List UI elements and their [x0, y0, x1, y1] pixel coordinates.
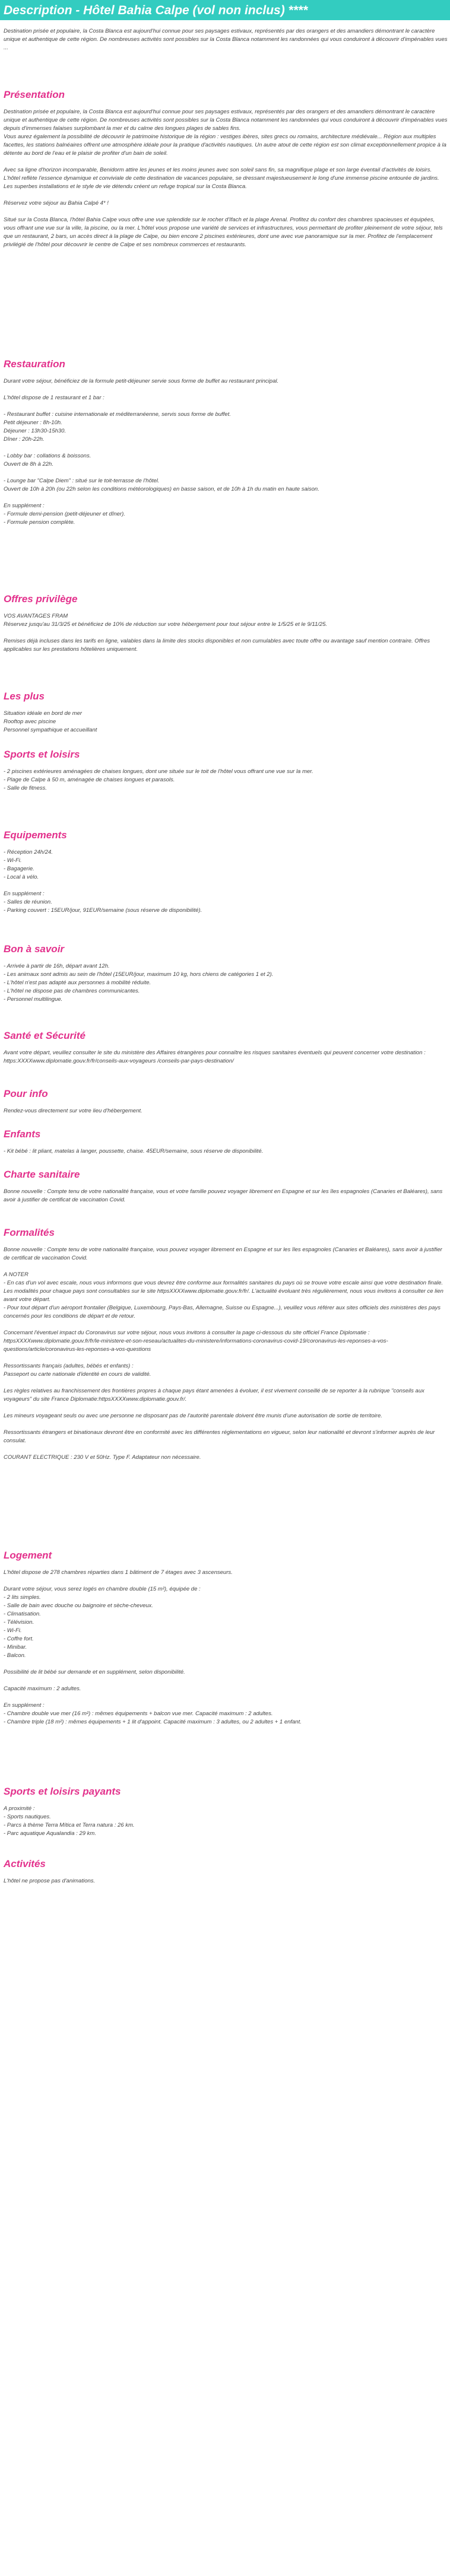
section-title-sports: Sports et loisirs [4, 749, 80, 760]
section-title-equipements: Equipements [4, 829, 67, 841]
section-title-plus: Les plus [4, 691, 45, 702]
section-text-plus: Situation idéale en bord de mer Rooftop avec piscine Personnel sympathique et accueillant [4, 710, 97, 733]
section-title-enfants: Enfants [4, 1128, 41, 1140]
section-text-restauration: Durant votre séjour, bénéficiez de la formule petit-déjeuner servie sous forme de buffet au restaurant principal. L'hôtel dispose de 1 restaurant et 1 bar : - Restaurant buffet : cuisine internationale et méditerranéenne, servis sous forme de buffet. Petit déjeuner : 8h-10h. Déjeuner : 13h30-15h30. Dîner : 20h-22h. - Lobby bar : collations & boissons. Ouvert de 8h à 22h. - Lounge bar "Calpe Diem" : situé sur le toit-terrasse de l'hôtel. Ouvert de 10h à 20h (ou 22h selon les conditions météorologiques) en basse saison, et de 10h à 1h du matin en haute saison. En supplément : - Formule demi-pension (petit-déjeuner et dîner). - Formule pension complète. [4, 378, 319, 526]
section-title-offres: Offres privilège [4, 593, 78, 605]
section-text-payants: A proximité : - Sports nautiques. - Parcs à thème Terra Mítica et Terra natura : 26 km. - Parc aquatique Aqualandia : 29 km. [4, 1805, 135, 1837]
section-title-presentation: Présentation [4, 89, 65, 100]
section-title-restauration: Restauration [4, 358, 65, 370]
section-text-logement: L'hôtel dispose de 278 chambres réparties dans 1 bâtiment de 7 étages avec 3 ascenseurs. Durant votre séjour, vous serez logés en chambre double (15 m²), équipée de : - 2 lits simples. - Salle de bain avec douche ou baignoire et sèche-cheveux. - Climatisation. - Télévision. - Wi-Fi. - Coffre fort. - Minibar. - Balcon. Possibilité de lit bébé sur demande et en supplément, selon disponibilité. Capacité maximum : 2 adultes. En supplément : - Chambre double vue mer (16 m²) : mêmes équipements + balcon vue mer. Capacité maximum : 2 adultes. - Chambre triple (18 m²) : mêmes équipements + 1 lit d'appoint. Capacité maximum : 3 adultes, ou 2 adultes + 1 enfant. [4, 1569, 302, 1725]
section-text-formalites: Bonne nouvelle : Compte tenu de votre nationalité française, vous pouvez voyager librement en Espagne et sur les îles espagnoles (Canaries et Baléares), sans avoir à justifier de certificat de vaccination Covid. A NOTER - En cas d'un vol avec escale, nous vous informons que vous devrez être conforme aux formalités sanitaires du pays où se trouve votre escale ainsi que votre destination finale. Les modalités pour chaque pays sont consultables sur le site httpsXXXXwww.diplomatie.gouv.fr/fr/. L'actualité évoluant très régulièrement, nous vous invitons à consulter ce lien avant votre départ. - Pour tout départ d'un aéroport frontalier (Belgique, Luxembourg, Pays-Bas, Allemagne, Suisse ou Espagne...), veuillez vous référer aux sites officiels des ministères des pays concernés pour les conditions de départ et de retour. Concernant l'éventuel impact du Coronavirus sur votre séjour, nous vous invitons à consulter la page ci-dessous du site officiel France Diplomatie : httpsXXXXwww.diplomatie.gouv.fr/fr/le-ministere-et-son-reseau/actualites-du-ministere/informations-coronavirus-covid-19/coronavirus-les-reponses-a-vos-questions/article/coronavirus-les-reponses-a-vos-questions Ressortissants français (adultes, bébés et enfants) : Passeport ou carte nationale d'identité en cours de validité. Les règles relatives au franchissement des frontières propres à chaque pays étant amenées à évoluer, il est vivement conseillé de se reporter à la rubrique "conseils aux voyageurs" du site France Diplomatie:httpsXXXXwww.diplomatie.gouv.fr/. Les mineurs voyageant seuls ou avec une personne ne disposant pas de l'autorité parentale doivent être munis d'une autorisation de sortie de territoire. Ressortissants étrangers et binationaux devront être en conformité avec les différentes réglementations en vigueur, selon leur nationalité et devront s'informer auprès de leur consulat. COURANT ELECTRIQUE : 230 V et 50Hz. Type F. Adaptateur non nécessaire. [4, 1246, 443, 1461]
section-text-sports: - 2 piscines extérieures aménagées de chaises longues, dont une située sur le toit de l'hôtel vous offrant une vue sur la mer. - Plage de Calpe à 50 m, aménagée de chaises longues et parasols. - Salle de fitness. [4, 768, 313, 791]
section-title-activites: Activités [4, 1858, 46, 1869]
section-text-enfants: - Kit bébé : lit pliant, matelas à langer, poussette, chaise. 45EUR/semaine, sous réserve de disponibilité. [4, 1148, 264, 1155]
section-title-formalites: Formalités [4, 1227, 55, 1238]
section-title-bonasavoir: Bon à savoir [4, 943, 65, 955]
page-title: Description - Hôtel Bahia Calpe (vol non inclus) **** [4, 4, 308, 17]
section-title-logement: Logement [4, 1550, 52, 1561]
header-bar [0, 0, 450, 20]
section-text-activites: L'hôtel ne propose pas d'animations. [4, 1878, 96, 1884]
section-text-sante: Avant votre départ, veuillez consulter le site du ministère des Affaires étrangères pour connaître les risques sanitaires éventuels qui peuvent concerner votre destination : https:XXXXwww.diplomatie.gouv.fr/fr/conseils-aux-voyageurs /conseils-par-pays-destination/ [4, 1050, 426, 1064]
section-title-sante: Santé et Sécurité [4, 1030, 85, 1041]
section-text-bonasavoir: - Arrivée à partir de 16h, départ avant 12h. - Les animaux sont admis au sein de l'hôtel (15EUR/jour, maximum 10 kg, hors chiens de catégories 1 et 2). - L'hôtel n'est pas adapté aux personnes à mobilité réduite. - L'hôtel ne dispose pas de chambres communicantes. - Personnel multilingue. [4, 963, 274, 1003]
section-title-payants: Sports et loisirs payants [4, 1786, 121, 1797]
section-text-charte: Bonne nouvelle : Compte tenu de votre nationalité française, vous et votre famille pouvez voyager librement en Espagne et sur les îles espagnoles (Canaries et Baléares), sans avoir à justifier de certificat de vaccination Covid. [4, 1188, 443, 1203]
intro-text: Destination prisée et populaire, la Costa Blanca est aujourd'hui connue pour ses paysages estivaux, représentés par des orangers et des amandiers démontrant le caractère unique et authentique de cette région. De nombreuses activités sont possibles sur la Costa Blanca notamment les randonnées qui vous conduiront à découvrir d'impénables vues ... [4, 28, 448, 51]
section-text-equipements: - Réception 24h/24. - Wi-Fi. - Bagagerie. - Local à vélo. En supplément : - Salles de réunion. - Parking couvert : 15EUR/jour, 91EUR/semaine (sous réserve de disponibilité). [4, 849, 202, 914]
section-text-offres: VOS AVANTAGES FRAM Réservez jusqu'au 31/3/25 et bénéficiez de 10% de réduction sur votre hébergement pour tout séjour entre le 1/5/25 et le 9/11/25. Remises déjà incluses dans les tarifs en ligne, valables dans la limite des stocks disponibles et non cumulables avec toute offre ou avantage sauf mention contraire. Offres applicables sur les prestations hôtelières uniquement. [4, 613, 430, 653]
section-title-charte: Charte sanitaire [4, 1169, 80, 1180]
section-title-pourinfo: Pour info [4, 1088, 48, 1099]
section-text-presentation: Destination prisée et populaire, la Costa Blanca est aujourd'hui connue pour ses paysages estivaux, représentés par des orangers et des amandiers démontrant le caractère unique et authentique de cette région. De nombreuses activités sont possibles sur la Costa Blanca notamment les randonnées qui vous conduiront à découvrir d'impénables vues depuis d'immenses falaises surplombant la mer et du calme des longues plages de sables fins. Vous aurez également la possibilité de découvrir le patrimoine historique de la région : vestiges ibères, sites grecs ou romains, architecture médiévale... Région aux multiples facettes, les stations balnéaires offrent une atmosphère idéale pour la pratique d'activités nautiques. Un autre atout de cette région est son climat exceptionnellement propice à la détente au bord de l'eau et le plaisir de profiter d'un bain de soleil. Avec sa ligne d'horizon incomparable, Benidorm attire les jeunes et les moins jeunes avec son soleil sans fin, sa magnifique plage et son large éventail d'activités de loisirs. L'hôtel reflète l'essence dynamique et conviviale de cette destination de vacances populaire, se dressant majestueusement le long d'une immense piscine entourée de jardins. Les superbes installations et le style de vie détendu créent un refuge tropical sur la Costa Blanca. Réservez votre séjour au Bahia Calpé 4* ! Situé sur la Costa Blanca, l'hôtel Bahia Calpe vous offre une vue splendide sur le rocher d'Ifach et la plage Arenal. Profitez du confort des chambres spacieuses et équipées, vous offrant une vue sur la ville, la piscine, ou la mer. L'hôtel vous propose une variété de services et infrastructures, vous permettant de profiter pleinement de votre séjour, tels que un restaurant, 2 bars, un accès direct à la plage de Calpe, ou bien encore 2 piscines extérieures, dont une avec vue panoramique sur la mer. Profitez de l'emplacement privilégié de l'hôtel pour découvrir le centre de Calpe et ses nombreux commerces et restaurants. [4, 109, 448, 248]
section-text-pourinfo: Rendez-vous directement sur votre lieu d'hébergement. [4, 1108, 142, 1114]
